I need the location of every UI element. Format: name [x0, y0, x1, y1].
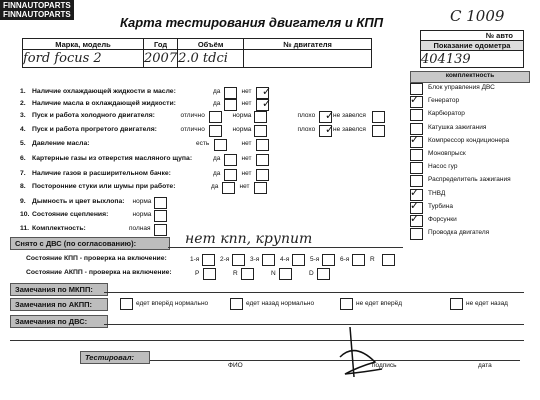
gear-label: D	[309, 270, 314, 277]
card-number: С 1009	[450, 7, 505, 25]
page-title: Карта тестирования двигателя и КПП	[120, 15, 384, 30]
akpp-option-label: едет вперёд нормально	[136, 300, 209, 307]
gear-checkbox[interactable]	[352, 254, 365, 266]
option-checkbox[interactable]	[256, 139, 269, 151]
odometer-table	[420, 30, 524, 68]
option-checkbox[interactable]	[372, 125, 385, 137]
kit-checkbox[interactable]	[410, 228, 423, 240]
kit-item: Катушка зажигания	[428, 123, 487, 131]
option-checkbox[interactable]	[154, 224, 167, 236]
kit-item: Форсунки	[428, 216, 457, 223]
option-label: норма	[132, 198, 152, 205]
gear-label: R	[233, 270, 238, 277]
option-checkbox[interactable]	[154, 197, 167, 209]
gear-label: 5-я	[310, 256, 320, 263]
check-mark: ✓	[410, 185, 420, 199]
gear-checkbox[interactable]	[292, 254, 305, 266]
remarks-mkpp-line	[104, 292, 524, 293]
watermark	[0, 0, 74, 20]
gear-label: N	[271, 270, 276, 277]
value-engine-no	[244, 50, 372, 68]
kit-item: Генератор	[428, 97, 460, 105]
gear-checkbox[interactable]	[232, 254, 245, 266]
option-label: да	[213, 88, 221, 95]
gear-checkbox[interactable]	[317, 268, 330, 280]
kit-item: Моновпрыск	[428, 150, 466, 157]
question-text: Картерные газы из отверстия масляного щупа:	[32, 155, 193, 162]
gear-label: R	[370, 256, 375, 263]
check-mark: ✓	[410, 93, 420, 107]
kit-checkbox[interactable]	[410, 109, 423, 121]
question-number: 3.	[20, 112, 26, 119]
question-number: 2.	[20, 100, 26, 107]
kit-item: Турбина	[428, 202, 453, 210]
remarks-dvs-label: Замечания по ДВС:	[10, 315, 108, 328]
question-number: 4.	[20, 126, 26, 133]
tested-label: Тестировал:	[80, 351, 150, 364]
check-mark: ✓	[262, 97, 272, 110]
removed-label: Снято с ДВС (по согласованию):	[10, 237, 170, 250]
kit-item: Блок управления ДВС	[428, 84, 495, 91]
question-number: 7.	[20, 170, 26, 177]
option-label: норма	[132, 211, 152, 218]
kit-item: Карбюратор	[428, 110, 465, 118]
gear-label: 3-я	[250, 256, 260, 263]
option-label: не завелся	[333, 126, 366, 133]
check-mark: ✓	[262, 85, 272, 98]
option-label: да	[213, 100, 221, 107]
akpp-option-label: не едет вперёд	[356, 300, 403, 307]
kit-item: ТНВД	[428, 189, 446, 197]
remarks-akpp-label: Замечания по АКПП:	[10, 298, 108, 311]
option-checkbox[interactable]	[154, 210, 167, 222]
gear-checkbox[interactable]	[203, 268, 216, 280]
gear-checkbox[interactable]	[241, 268, 254, 280]
question-number: 9.	[20, 198, 26, 205]
question-text: Пуск и работа прогретого двигателя:	[32, 126, 157, 133]
option-label: нет	[241, 140, 252, 147]
gear-label: 4-я	[280, 256, 290, 263]
option-label: не завелся	[333, 112, 366, 119]
col-engine-no: № двигателя	[244, 39, 372, 50]
watermark-line-2: FINNAUTOPARTS	[3, 10, 71, 19]
question-text: Дымность и цвет выхлопа:	[32, 198, 125, 205]
watermark-line-1: FINNAUTOPARTS	[3, 1, 71, 10]
option-label: нет	[241, 100, 252, 107]
option-label: отлично	[180, 112, 205, 119]
option-checkbox[interactable]	[254, 111, 267, 123]
option-checkbox[interactable]	[214, 139, 227, 151]
option-checkbox[interactable]	[209, 111, 222, 123]
col-odometer: Показание одометра	[421, 41, 524, 51]
value-odometer: 404139	[421, 51, 524, 68]
gear-label: 1-я	[190, 256, 200, 263]
akpp-option-checkbox[interactable]	[450, 298, 463, 310]
question-text: Наличие газов в расширительном бачке:	[32, 170, 171, 177]
value-volume: 2.0 tdci	[178, 50, 244, 68]
question-text: Давление масла:	[32, 140, 90, 147]
gear-checkbox[interactable]	[279, 268, 292, 280]
akpp-option-checkbox[interactable]	[230, 298, 243, 310]
option-label: норма	[232, 112, 252, 119]
option-checkbox[interactable]	[224, 169, 237, 181]
option-checkbox[interactable]	[372, 111, 385, 123]
option-checkbox[interactable]	[224, 87, 237, 99]
gear-label: 6-я	[340, 256, 350, 263]
sign-caption: подпись	[372, 362, 397, 369]
check-mark: ✓	[410, 212, 420, 225]
check-mark: ✓	[325, 123, 335, 136]
check-mark: ✓	[410, 132, 420, 146]
removed-line	[168, 247, 403, 248]
option-checkbox[interactable]	[254, 182, 267, 194]
question-number: 1.	[20, 88, 26, 95]
option-label: нет	[241, 88, 252, 95]
signature-image	[320, 322, 390, 382]
value-year: 2007	[144, 51, 178, 66]
option-label: да	[213, 170, 221, 177]
option-label: есть	[196, 140, 210, 147]
gear-checkbox[interactable]	[382, 254, 395, 266]
option-label: плохо	[297, 112, 316, 119]
kit-checkbox[interactable]	[410, 162, 423, 174]
question-text: Комплектность:	[32, 225, 86, 232]
col-auto-no: № авто	[421, 31, 524, 41]
question-number: 8.	[20, 183, 26, 190]
question-number: 5.	[20, 140, 26, 147]
option-label: отлично	[180, 126, 205, 133]
remarks-mkpp-label: Замечания по МКПП:	[10, 283, 108, 296]
question-number: 11.	[20, 225, 30, 232]
kit-item: Насос гур	[428, 163, 458, 171]
option-checkbox[interactable]	[222, 182, 235, 194]
kit-item: Проводка двигателя	[428, 229, 490, 237]
value-make: ford focus 2	[23, 50, 144, 68]
option-label: полная	[129, 225, 151, 232]
akpp-option-checkbox[interactable]	[120, 298, 133, 310]
gear-checkbox[interactable]	[322, 254, 335, 266]
kit-title: комплектность	[410, 71, 530, 83]
option-checkbox[interactable]	[256, 169, 269, 181]
option-checkbox[interactable]	[256, 154, 269, 166]
fio-caption: ФИО	[228, 362, 243, 369]
option-checkbox[interactable]	[224, 99, 237, 111]
remarks-dvs-line-1	[104, 324, 524, 325]
option-checkbox[interactable]	[209, 125, 222, 137]
col-year: Год	[144, 39, 178, 50]
check-mark: ✓	[325, 109, 335, 122]
col-volume: Объём	[178, 39, 244, 50]
option-label: нет	[241, 155, 252, 162]
date-caption: дата	[478, 362, 492, 369]
kit-item: Компрессор кондиционера	[428, 136, 510, 144]
gear-label: 2-я	[220, 256, 230, 263]
removed-value: нет кпп, крупит	[185, 231, 313, 247]
kit-checkbox[interactable]	[410, 149, 423, 161]
akpp-option-label: едет назад нормально	[246, 300, 315, 307]
option-checkbox[interactable]	[254, 125, 267, 137]
check-mark: ✓	[410, 198, 420, 212]
col-make: Марка, модель	[23, 39, 144, 50]
question-number: 10.	[20, 211, 30, 218]
kpp-label: Состояние КПП - проверка на включение:	[26, 255, 167, 262]
vehicle-table	[22, 38, 372, 68]
option-label: норма	[232, 126, 252, 133]
option-label: да	[211, 183, 219, 190]
gear-label: P	[195, 270, 200, 277]
option-label: плохо	[297, 126, 316, 133]
akpp-option-label: не едет назад	[466, 300, 508, 307]
question-number: 6.	[20, 155, 26, 162]
gear-checkbox[interactable]	[202, 254, 215, 266]
option-label: нет	[241, 170, 252, 177]
option-checkbox[interactable]	[224, 154, 237, 166]
question-text: Наличие масла в охлаждающей жидкости:	[32, 100, 176, 107]
kit-item: Распределитель зажигания	[428, 176, 511, 184]
question-text: Посторонние стуки или шумы при работе:	[32, 183, 176, 190]
option-label: нет	[239, 183, 250, 190]
gear-checkbox[interactable]	[262, 254, 275, 266]
question-text: Пуск и работа холодного двигателя:	[32, 112, 155, 119]
question-text: Состояние сцепления:	[32, 211, 109, 218]
akpp-label: Состояние АКПП - проверка на включение:	[26, 269, 172, 276]
question-text: Наличие охлаждающей жидкости в масле:	[32, 88, 176, 95]
akpp-option-checkbox[interactable]	[340, 298, 353, 310]
remarks-dvs-line-2	[10, 340, 524, 341]
option-label: да	[213, 155, 221, 162]
